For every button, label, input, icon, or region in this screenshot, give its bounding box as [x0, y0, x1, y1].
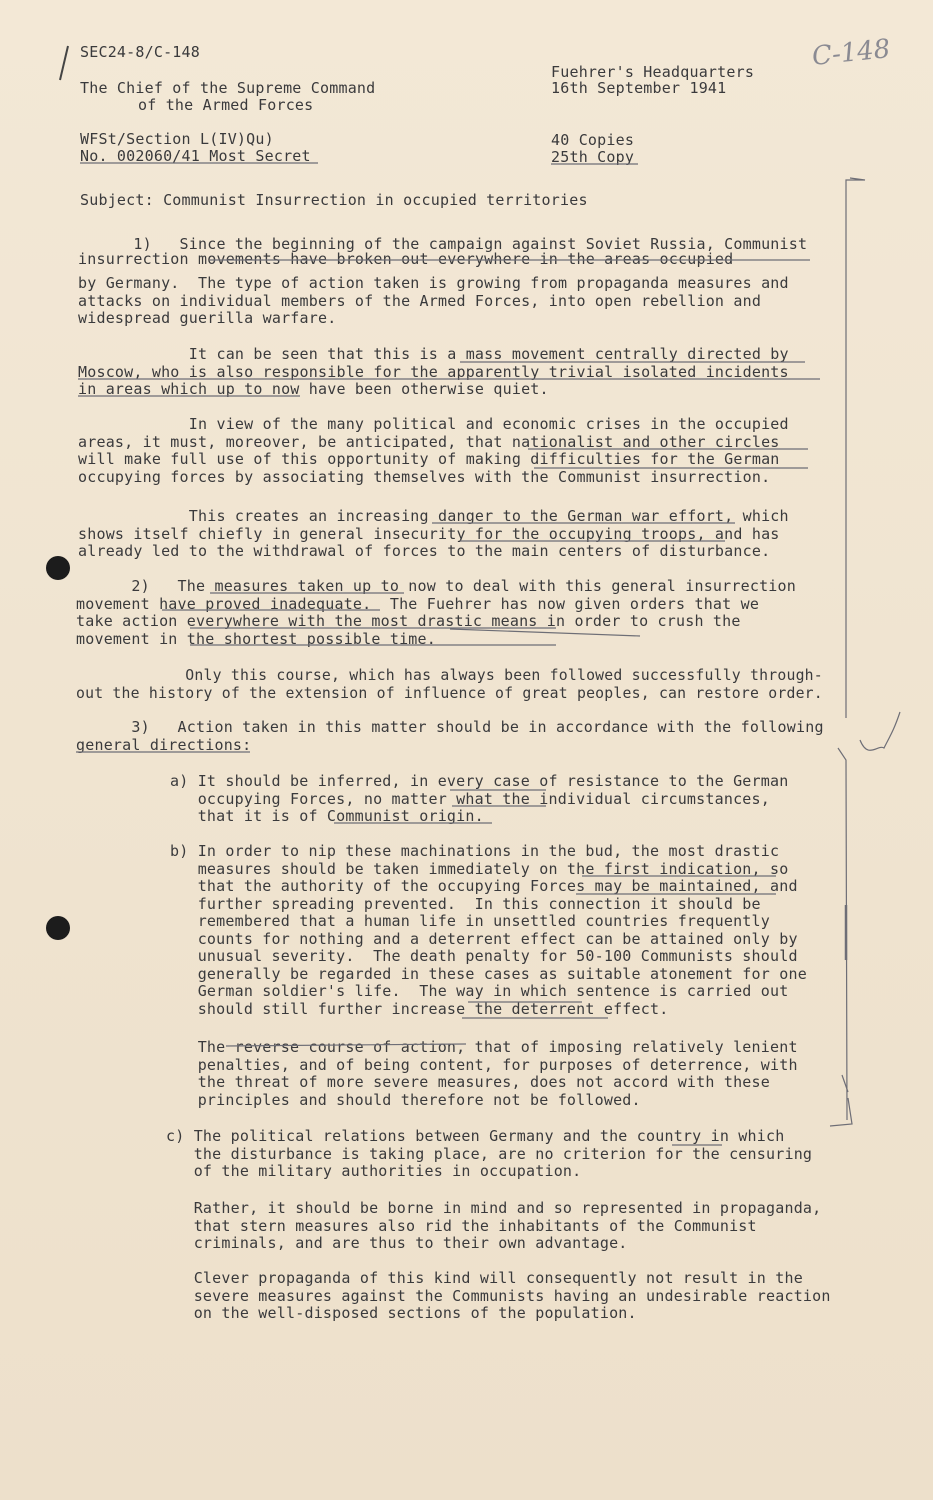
paragraph-moscow: It can be seen that this is a mass movement centrally directed by Moscow, who is also responsible for the apparently trivial isolated incidents in areas which up to now have been otherwise quiet.	[78, 345, 789, 398]
direction-b: b) In order to nip these machinations in the bud, the most drastic measures should be taken immediately on the first indication, so that the authority of the occupying Forces may be maintained, and further spreading prevented. In this connection it should be remembered that a human life in unsettled countries frequently counts for nothing and a deterrent effect can be attained only by unusual severity. The death penalty for 50-100 Communists should generally be regarded in these cases as suitable atonement for one German soldier's life. The way in which sentence is carried out should still further increase the deterrent effect.	[170, 842, 807, 1018]
margin-bracket-upper	[846, 178, 865, 718]
subject-line: Subject: Communist Insurrection in occupied territories	[80, 191, 588, 209]
copy-number-line: 25th Copy	[551, 148, 635, 166]
number-line: No. 002060/41 Most Secret	[80, 147, 311, 165]
paragraph-2-measures: 2) The measures taken up to now to deal with this general insurrection movement have proved inadequate. The Fuehrer has now given orders that we take action everywhere with the most drastic means in order to crush the movement in the shortest possible time.	[76, 577, 796, 648]
issuer-line-2: of the Armed Forces	[138, 96, 314, 114]
paragraph-1-intro: 1) Since the beginning of the campaign against Soviet Russia, Communist insurrection movements have broken out everywhere in the areas occupied	[78, 235, 808, 268]
direction-c-rather: Rather, it should be borne in mind and so represented in propaganda, that stern measures also rid the inhabitants of the Communist criminals, and are thus to their own advantage.	[193, 1199, 822, 1252]
handwritten-reference: C-148	[810, 33, 892, 73]
direction-c: c) The political relations between Germany and the country in which the disturbance is taking place, are no criterion for the censuring of the military authorities in occupation.	[166, 1127, 813, 1180]
place-line: Fuehrer's Headquarters	[551, 63, 755, 81]
paragraph-1-body: by Germany. The type of action taken is growing from propaganda measures and attacks on individual members of the Armed Forces, into open rebellion and widespread guerilla warfare.	[78, 274, 789, 327]
paragraph-3-intro: 3) Action taken in this matter should be in accordance with the following general directions:	[76, 718, 824, 754]
paragraph-crises: In view of the many political and economic crises in the occupied areas, it must, moreover, be anticipated, that nationalist and other circles will make full use of this opportunity of making difficulties for the German occupying forces by associating themselves with the Communist insurrection.	[78, 415, 789, 486]
copies-line: 40 Copies	[551, 131, 635, 149]
margin-slash-mark	[60, 46, 68, 80]
direction-c-propaganda: Clever propaganda of this kind will consequently not result in the severe measures against the Communists having an undesirable reaction on the well-disposed sections of the population.	[193, 1269, 831, 1322]
margin-checkmark	[860, 712, 900, 750]
paragraph-only-this-course: Only this course, which has always been followed successfully through- out the history of the extension of influence of great peoples, can restore order.	[76, 667, 823, 702]
issuer-line-1: The Chief of the Supreme Command	[80, 79, 376, 97]
direction-b-reverse-course: The reverse course of action, that of imposing relatively lenient penalties, and of being content, for purposes of deterrence, with the threat of more severe measures, does not accord with these principles and should therefore not be followed.	[197, 1038, 798, 1109]
section-line: WFSt/Section L(IV)Qu)	[80, 130, 274, 148]
date-line: 16th September 1941	[551, 79, 727, 97]
direction-a: a) It should be inferred, in every case of resistance to the German occupying Forces, no matter what the individual circumstances, that it is of Communist origin.	[170, 772, 789, 825]
paragraph-danger: This creates an increasing danger to the German war effort, which shows itself chiefly in general insecurity for the occupying troops, and has already led to the withdrawal of forces to the main centers of disturbance.	[78, 507, 789, 560]
doc-reference: SEC24-8/C-148	[80, 43, 200, 61]
